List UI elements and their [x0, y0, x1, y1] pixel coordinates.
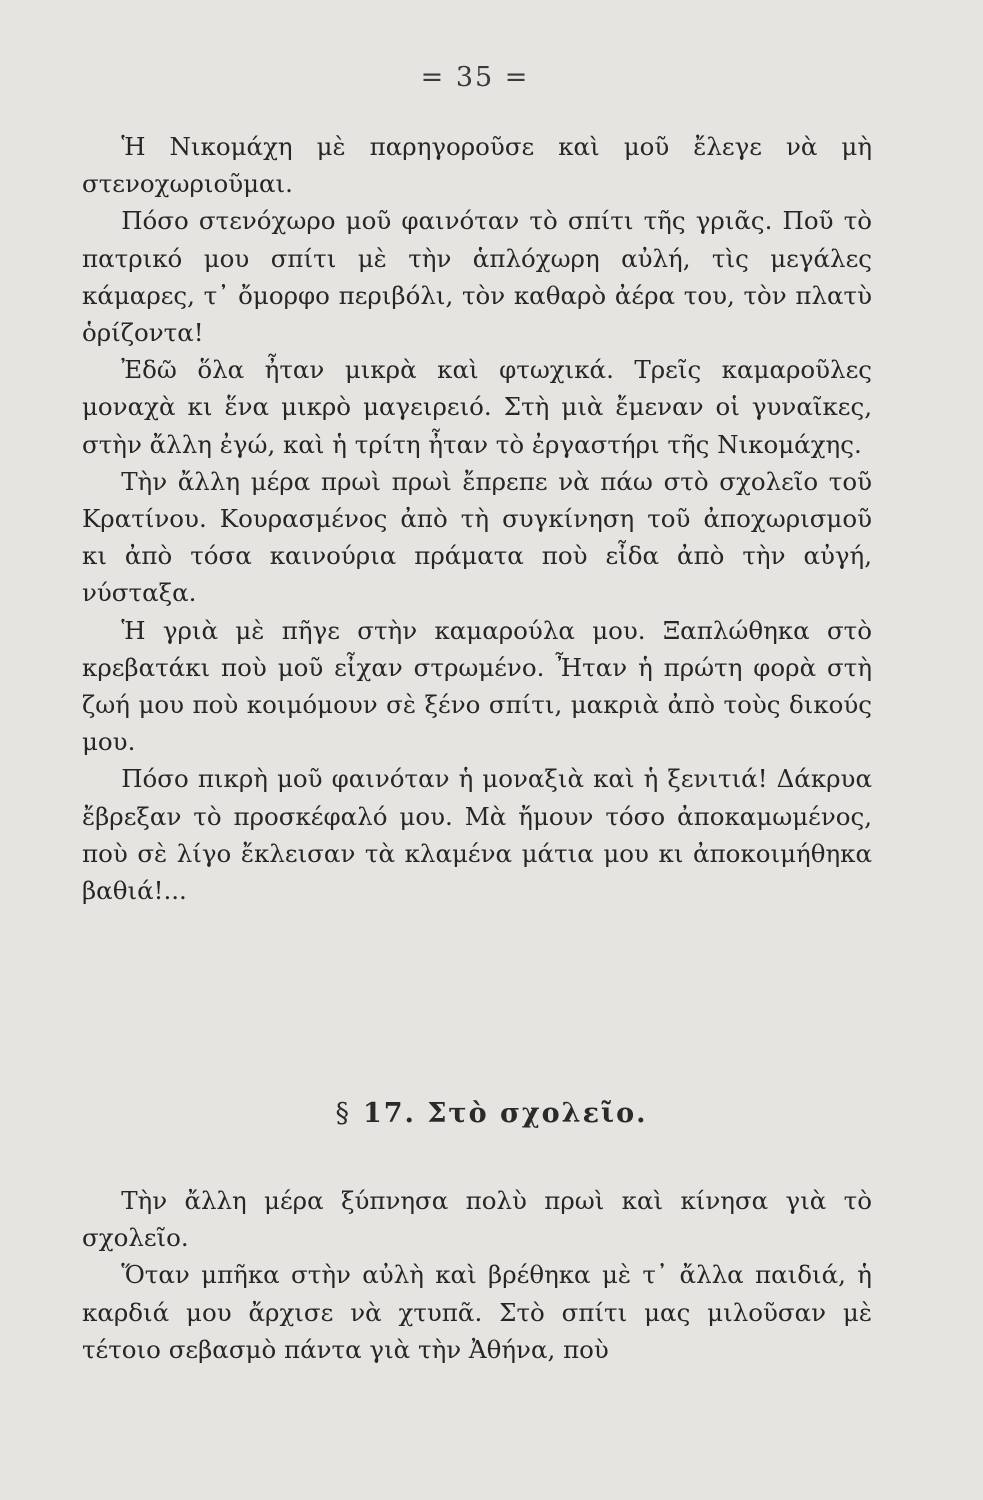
- section-symbol: §: [335, 1098, 351, 1129]
- paragraph: Πόσο στενόχωρο μοῦ φαινόταν τὸ σπίτι τῆς γριᾶς. Ποῦ τὸ πατρικό μου σπίτι μὲ τὴν ἁπλόχωρη αὐλή, τὶς μεγάλες κάμαρες, τ᾽ ὄμορφο περιβόλι, τὸν καθαρὸ ἀέρα του, τὸν πλατὺ ὁρίζοντα!: [82, 206, 872, 348]
- paragraph: Ἡ γριὰ μὲ πῆγε στὴν καμαρούλα μου. Ξαπλώθηκα στὸ κρεβατάκι ποὺ μοῦ εἶχαν στρωμένο. Ἦταν ἡ πρώτη φορὰ στὴ ζωή μου ποὺ κοιμόμουν σὲ ξένο σπίτι, μακριὰ ἀπὸ τοὺς δικούς μου.: [82, 615, 872, 757]
- page-number: = 35 =: [420, 62, 530, 93]
- paragraph: Τὴν ἄλλη μέρα ξύπνησα πολὺ πρωὶ καὶ κίνησα γιὰ τὸ σχολεῖο.: [82, 1186, 872, 1253]
- paragraph: Ἐδῶ ὅλα ἦταν μικρὰ καὶ φτωχικά. Τρεῖς καμαροῦλες μοναχὰ κι ἕνα μικρὸ μαγειρειό. Στὴ μιὰ ἔμεναν οἱ γυναῖκες, στὴν ἄλλη ἐγώ, καὶ ἡ τρίτη ἦταν τὸ ἐργαστήρι τῆς Νικομάχης.: [82, 355, 872, 459]
- text-block-top: [82, 128, 872, 909]
- section-title: 17. Στὸ σχολεῖο.: [362, 1098, 648, 1129]
- text-block-bottom: [82, 1182, 872, 1368]
- paragraph: Ἡ Νικομάχη μὲ παρηγοροῦσε καὶ μοῦ ἔλεγε νὰ μὴ στενοχωριοῦμαι.: [82, 132, 872, 199]
- section-heading: [0, 1098, 983, 1129]
- paragraph: Ὅταν μπῆκα στὴν αὐλὴ καὶ βρέθηκα μὲ τ᾽ ἄλλα παιδιά, ἡ καρδιά μου ἄρχισε νὰ χτυπᾶ. Στὸ σπίτι μας μιλοῦσαν μὲ τέτοιο σεβασμὸ πάντα γιὰ τὴν Ἀθήνα, ποὺ: [82, 1260, 872, 1364]
- paragraph: Τὴν ἄλλη μέρα πρωὶ πρωὶ ἔπρεπε νὰ πάω στὸ σχολεῖο τοῦ Κρατίνου. Κουρασμένος ἀπὸ τὴ συγκίνηση τοῦ ἀποχωρισμοῦ κι ἀπὸ τόσα καινούρια πράματα ποὺ εἶδα ἀπὸ τὴν αὐγή, νύσταξα.: [82, 466, 872, 608]
- paragraph: Πόσο πικρὴ μοῦ φαινόταν ἡ μοναξιὰ καὶ ἡ ξενιτιά! Δάκρυα ἔβρεξαν τὸ προσκέφαλό μου. Μὰ ἤμουν τόσο ἀποκαμωμένος, ποὺ σὲ λίγο ἔκλεισαν τὰ κλαμένα μάτια μου κι ἀποκοιμήθηκα βαθιά!...: [82, 764, 872, 906]
